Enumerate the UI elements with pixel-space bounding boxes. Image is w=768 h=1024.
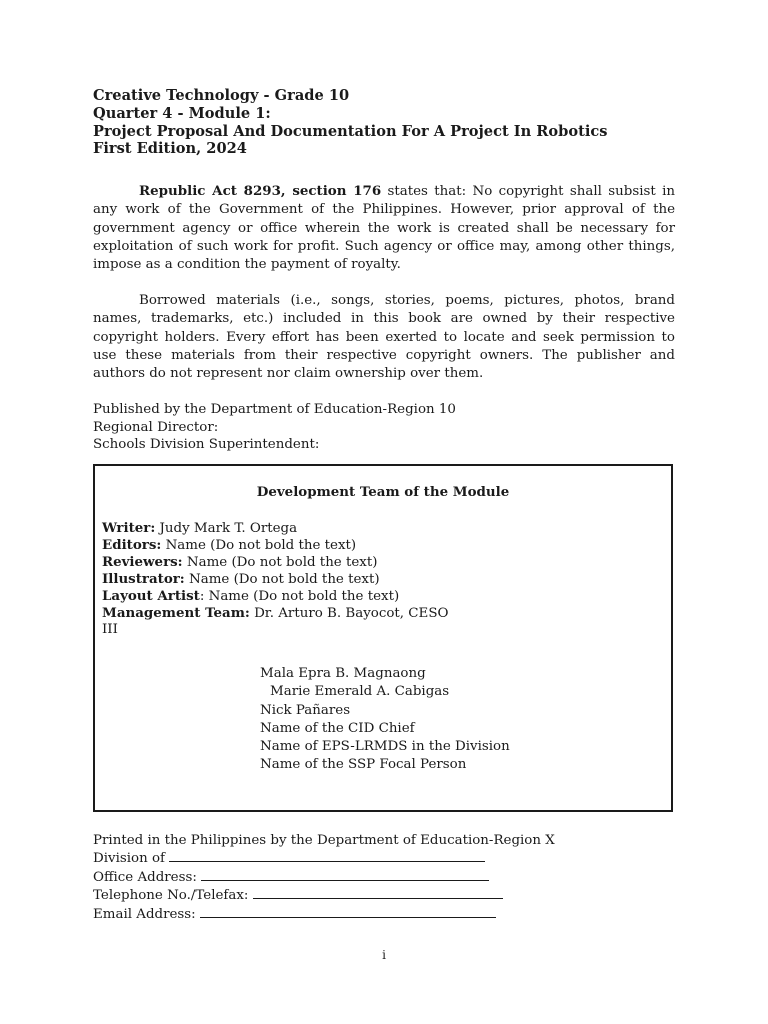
credit-editors bbox=[102, 537, 502, 554]
division-line bbox=[93, 849, 555, 867]
credit-reviewers-value: Name (Do not bold the text) bbox=[182, 555, 378, 570]
copyright-paragraph bbox=[93, 182, 675, 274]
member-name: Mala Epra B. Magnaong bbox=[260, 666, 426, 681]
borrowed-materials-paragraph: Borrowed materials (i.e., songs, stories, poems, pictures, photos, brand names, trademarks, etc.) included in this book are owned by their respective copyright holders. Every effort has been exerted to locate and seek permission to use these materials from their respective copyright owners. The publisher and authors do not represent nor claim ownership over them. bbox=[93, 293, 675, 382]
front-matter-page bbox=[93, 87, 675, 454]
division-label: Division of bbox=[93, 851, 165, 867]
credits-list bbox=[102, 520, 502, 638]
credit-reviewers-label: Reviewers: bbox=[102, 554, 183, 570]
office-address-label: Office Address: bbox=[93, 869, 197, 885]
email-address-line bbox=[93, 905, 555, 923]
credit-layout-artist bbox=[102, 588, 502, 605]
credit-writer bbox=[102, 520, 502, 537]
law-text: states that: No copyright shall subsist in any work of the Government of the Philippines. However, prior approval of the government agency or office wherein the work is created shall be necessary for exploitation of such work for profit. Such agency or office may, among other things, impose as a condition the payment of royalty. bbox=[93, 184, 675, 272]
member-name: Name of EPS-LRMDS in the Division bbox=[260, 739, 510, 755]
credit-management-label: Management Team: bbox=[102, 605, 250, 621]
publisher-block bbox=[93, 401, 675, 454]
credit-management-value: Dr. Arturo B. Bayocot, CESO III bbox=[102, 606, 449, 637]
telephone-line bbox=[93, 886, 555, 904]
module-subject-title: Creative Technology - Grade 10 bbox=[93, 87, 350, 104]
credit-illustrator-label: Illustrator: bbox=[102, 571, 185, 587]
module-topic-title: Project Proposal And Documentation For A Project In Robotics bbox=[93, 122, 608, 140]
email-address-blank bbox=[200, 905, 496, 918]
credit-illustrator bbox=[102, 571, 502, 588]
member-name: Marie Emerald A. Cabigas bbox=[270, 684, 450, 700]
telephone-label: Telephone No./Telefax: bbox=[93, 888, 249, 904]
schools-division-superintendent: Schools Division Superintendent: bbox=[93, 437, 320, 453]
member-name: Name of the CID Chief bbox=[260, 720, 415, 736]
credit-layout-label: Layout Artist bbox=[102, 588, 200, 604]
management-team-members bbox=[260, 665, 510, 775]
member-name: Nick Pañares bbox=[260, 702, 351, 718]
credit-reviewers bbox=[102, 554, 502, 571]
member-name: Name of the SSP Focal Person bbox=[260, 757, 467, 773]
office-address-line bbox=[93, 868, 555, 886]
credit-management-team bbox=[102, 605, 462, 638]
credit-editors-label: Editors: bbox=[102, 537, 162, 553]
division-blank bbox=[169, 849, 485, 862]
regional-director: Regional Director: bbox=[93, 419, 219, 435]
printed-in: Printed in the Philippines by the Department of Education-Region X bbox=[93, 833, 555, 848]
published-by: Published by the Department of Education-Region 10 bbox=[93, 402, 456, 418]
office-address-blank bbox=[201, 868, 489, 881]
credit-writer-label: Writer: bbox=[102, 520, 156, 536]
credit-illustrator-value: Name (Do not bold the text) bbox=[184, 572, 380, 587]
development-team-box bbox=[93, 464, 673, 812]
module-title-block bbox=[93, 87, 675, 158]
page-number: i bbox=[382, 948, 386, 962]
credit-layout-value: : Name (Do not bold the text) bbox=[199, 589, 400, 604]
development-team-heading: Development Team of the Module bbox=[256, 484, 510, 500]
printing-info-block bbox=[93, 832, 555, 923]
email-address-label: Email Address: bbox=[93, 906, 196, 922]
credit-editors-value: Name (Do not bold the text) bbox=[161, 538, 357, 553]
law-reference: Republic Act 8293, section 176 bbox=[139, 183, 382, 200]
module-edition: First Edition, 2024 bbox=[93, 140, 247, 158]
module-quarter-title: Quarter 4 - Module 1: bbox=[93, 104, 271, 122]
telephone-blank bbox=[253, 886, 503, 899]
credit-writer-value: Judy Mark T. Ortega bbox=[155, 521, 298, 536]
